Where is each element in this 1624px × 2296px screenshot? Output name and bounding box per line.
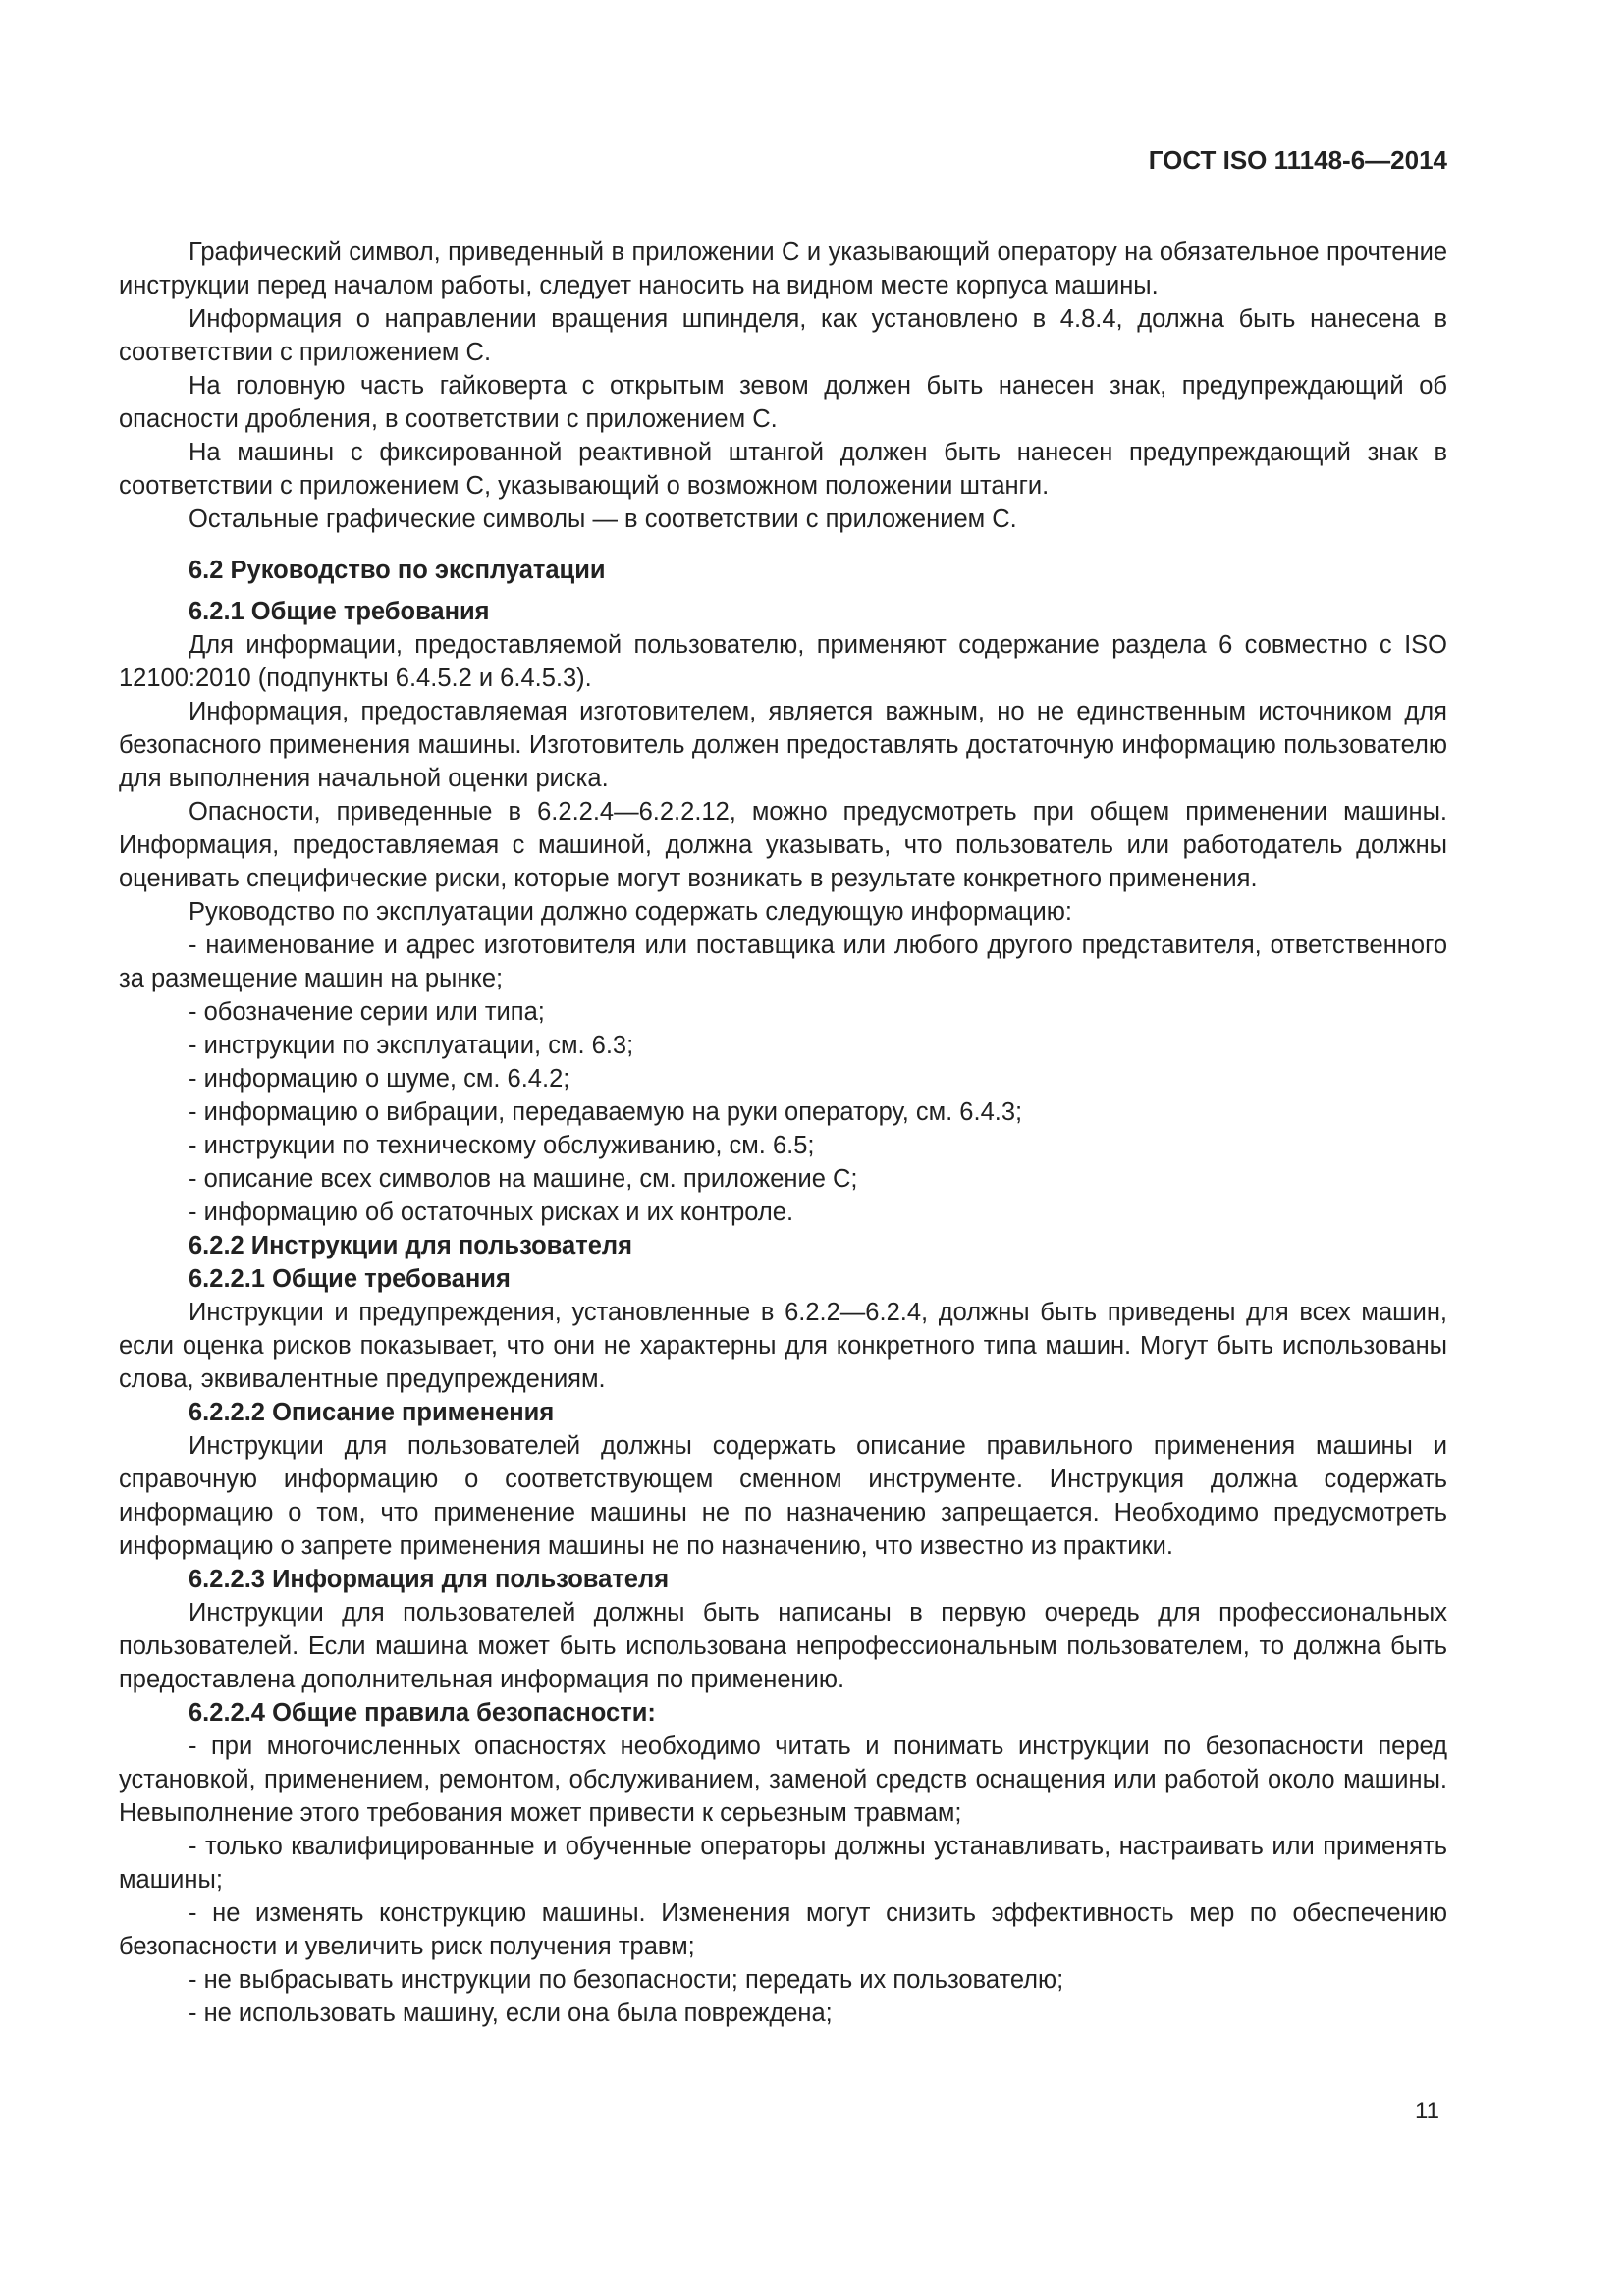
paragraph: Инструкции и предупреждения, установленные в 6.2.2—6.2.4, должны быть приведены для всех машин, если оценка рисков показывает, что они не характерны для конкретного типа машин. Могут быть использованы слова, эквивалентные предупреждениям. bbox=[119, 1299, 1447, 1393]
section-heading-6-2-1: 6.2.1 Общие требования bbox=[189, 598, 490, 625]
list-item: - наименование и адрес изготовителя или поставщика или любого другого представителя, ответственного за размещение машин на рынке; bbox=[119, 932, 1447, 992]
document-page bbox=[119, 145, 1447, 2030]
list-item: - при многочисленных опасностях необходимо читать и понимать инструкции по безопасности перед установкой, применением, ремонтом, обслуживанием, заменой средств оснащения или работой около машины. Невыполнение этого требования может привести к серьезным травмам; bbox=[119, 1733, 1447, 1827]
page-number: 11 bbox=[1415, 2098, 1439, 2124]
list-item: - инструкции по эксплуатации, см. 6.3; bbox=[189, 1032, 634, 1059]
list-item: - информацию о вибрации, передаваемую на руки оператору, см. 6.4.3; bbox=[189, 1098, 1023, 1126]
list-item: - информацию о шуме, см. 6.4.2; bbox=[189, 1065, 570, 1093]
section-heading-6-2-2-4: 6.2.2.4 Общие правила безопасности: bbox=[189, 1699, 656, 1727]
intro-paragraph: На головную часть гайковерта с открытым зевом должен быть нанесен знак, предупреждающий об опасности дробления, в соответствии с приложением С. bbox=[119, 372, 1447, 433]
list-item: - только квалифицированные и обученные операторы должны устанавливать, настраивать или применять машины; bbox=[119, 1833, 1447, 1894]
list-item: - информацию об остаточных рисках и их контроле. bbox=[189, 1199, 794, 1226]
paragraph: Для информации, предоставляемой пользователю, применяют содержание раздела 6 совместно с ISO 12100:2010 (подпункты 6.4.5.2 и 6.4.5.3). bbox=[119, 631, 1447, 692]
intro-paragraph: Информация о направлении вращения шпинделя, как установлено в 4.8.4, должна быть нанесена в соответствии с приложением С. bbox=[119, 305, 1447, 366]
paragraph: Опасности, приведенные в 6.2.2.4—6.2.2.12, можно предусмотреть при общем применении машины. Информация, предоставляемая с машиной, должна указывать, что пользователь или работодатель должны оценивать специфические риски, которые могут возникать в результате конкретного применения. bbox=[119, 798, 1447, 892]
paragraph: Инструкции для пользователей должны быть написаны в первую очередь для профессиональных пользователей. Если машина может быть использована непрофессиональным пользователем, то должна быть предоставлена дополнительная информация по применению. bbox=[119, 1599, 1447, 1693]
paragraph: Руководство по эксплуатации должно содержать следующую информацию: bbox=[189, 898, 1072, 926]
list-item: - не использовать машину, если она была повреждена; bbox=[189, 2000, 833, 2027]
list-item: - не выбрасывать инструкции по безопасности; передать их пользователю; bbox=[189, 1966, 1064, 1994]
paragraph: Инструкции для пользователей должны содержать описание правильного применения машины и справочную информацию о соответствующем сменном инструменте. Инструкция должна содержать информацию о том, что применение машины не по назначению запрещается. Необходимо предусмотреть информацию о запрете применения машины не по назначению, что известно из практики. bbox=[119, 1432, 1447, 1560]
list-item: - инструкции по техническому обслуживанию, см. 6.5; bbox=[189, 1132, 815, 1159]
list-item: - не изменять конструкцию машины. Изменения могут снизить эффективность мер по обеспечению безопасности и увеличить риск получения травм; bbox=[119, 1899, 1447, 1960]
intro-paragraph: На машины с фиксированной реактивной штангой должен быть нанесен предупреждающий знак в соответствии с приложением С, указывающий о возможном положении штанги. bbox=[119, 439, 1447, 500]
list-item: - описание всех символов на машине, см. приложение С; bbox=[189, 1165, 858, 1193]
section-heading-6-2: 6.2 Руководство по эксплуатации bbox=[189, 557, 606, 584]
section-heading-6-2-2-3: 6.2.2.3 Информация для пользователя bbox=[189, 1566, 670, 1593]
paragraph: Информация, предоставляемая изготовителем, является важным, но не единственным источником для безопасного применения машины. Изготовитель должен предоставлять достаточную информацию пользователю для выполнения начальной оценки риска. bbox=[119, 698, 1447, 792]
list-item: - обозначение серии или типа; bbox=[189, 998, 545, 1026]
intro-paragraph: Остальные графические символы — в соответствии с приложением С. bbox=[189, 506, 1017, 533]
section-heading-6-2-2-2: 6.2.2.2 Описание применения bbox=[189, 1399, 555, 1426]
section-heading-6-2-2-1: 6.2.2.1 Общие требования bbox=[189, 1265, 511, 1293]
intro-paragraph: Графический символ, приведенный в приложении С и указывающий оператору на обязательное прочтение инструкции перед началом работы, следует наносить на видном месте корпуса машины. bbox=[119, 239, 1447, 299]
section-heading-6-2-2: 6.2.2 Инструкции для пользователя bbox=[189, 1232, 632, 1259]
document-header: ГОСТ ISO 11148-6—2014 bbox=[1148, 145, 1447, 175]
